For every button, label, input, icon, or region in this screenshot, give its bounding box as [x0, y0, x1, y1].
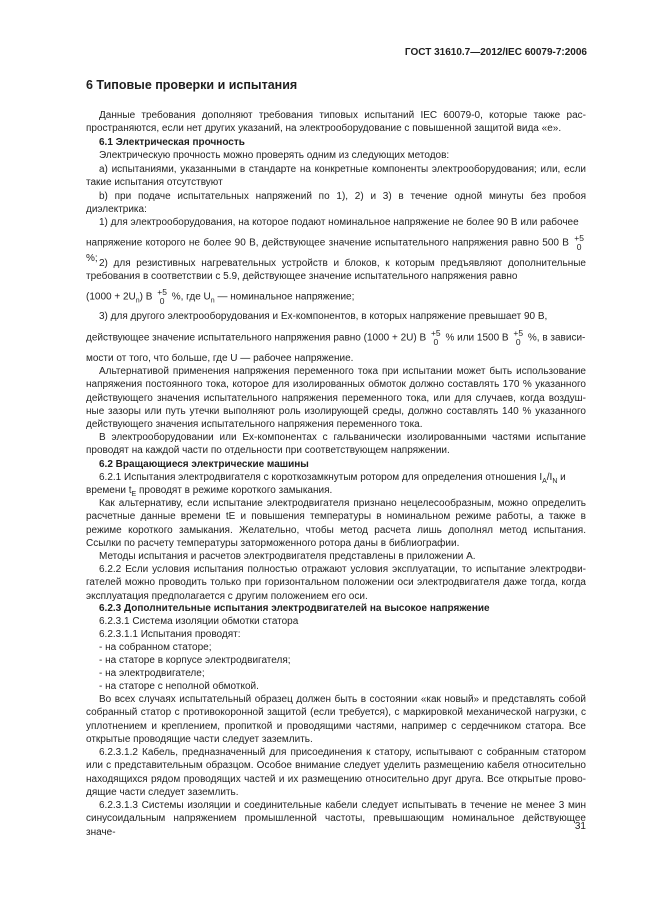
tolerance-lower: 0: [159, 296, 165, 306]
text: времени t: [86, 485, 132, 496]
paragraph: 6.2.3.1.2 Кабель, предназначенный для присоединения к статору, испытывают с собранным статором или с представительным образцом. Особое внимание следует уделить размещению кабеля относительно находящихся рядом проводящих частей и их размещению относительно друг друга. Все открытые проводящие части следует заземлить.: [86, 747, 586, 798]
tolerance-upper: +5: [513, 328, 524, 338]
list-item: - на статоре в корпусе электродвигателя;: [99, 655, 291, 666]
list-item: - на собранном статоре;: [99, 642, 212, 653]
document-header: ГОСТ 31610.7—2012/IEC 60079-7:2006: [404, 47, 587, 58]
text: и: [557, 472, 566, 483]
tolerance-upper: +5: [574, 233, 584, 243]
paragraph: 2) для резистивных нагревательных устройств и блоков, к которым предъявляют дополнительные требования в соответствии с 5.9, действующее значение испытательного напряжения равно: [86, 258, 586, 283]
subscript: n: [135, 297, 140, 305]
section-title: 6 Типовые проверки и испытания: [86, 78, 298, 92]
tolerance-upper: +5: [157, 287, 167, 297]
paragraph: 3) для другого электрооборудования и Ex-компонентов, в которых напряжение превышает 90 В,: [99, 311, 548, 322]
paragraph-6-2-2: 6.2.2 Если условия испытания полностью отражают условия эксплуатации, то испытание электродвигателей можно проводить только при горизонтальном положении оси электродвигателя даже тогда, когда эксплуатация предполагается с другим положением его оси.: [86, 564, 586, 602]
text: — номинальное напряжение;: [217, 291, 355, 303]
text: %, где U: [171, 291, 211, 303]
tolerance: [431, 329, 441, 347]
tolerance-upper: +5: [430, 328, 441, 338]
paragraph: 6.2.3.1.1 Испытания проводят:: [99, 629, 241, 640]
tolerance-lower: 0: [433, 337, 439, 347]
text: ) В: [139, 291, 153, 303]
paragraph: 6.2.3.1.3 Системы изоляции и соединительные кабели следует испытывать в течение не менее 3 мин синусоидальным напряжением промышленной частоты, превышающим номинальное действующее значе-: [86, 800, 586, 838]
formula-line: [86, 329, 586, 347]
subscript: N: [552, 478, 558, 485]
paragraph: b) при подаче испытательных напряжений по 1), 2) и 3) в течение одной минуты без пробоя диэлектрика:: [86, 191, 586, 216]
paragraph: 6.2.3.1 Система изоляции обмотки статора: [99, 616, 299, 627]
tolerance: [513, 329, 523, 347]
paragraph: Во всех случаях испытательный образец должен быть в состоянии «как новый» и представлять собой собранный статор с противокоронной защитой (если требуется), с маркировкой механической нагрузки, с уплотнением и креплением, пропиткой и проводящими частями, например с сердечником статора. Все открытые проводящие части следует заземлить.: [86, 694, 586, 745]
paragraph: Методы испытания и расчетов электродвигателя представлены в приложении А.: [99, 551, 476, 562]
paragraph: 1) для электрооборудования, на которое подают номинальное напряжение не более 90 В или рабочее: [99, 217, 579, 228]
paragraph: Как альтернативу, если испытание электродвигателя признано нецелесообразным, можно определить расчетные данные времени tE и повышения температуры в номинальном режиме работы, а также в режиме короткого замыкания. Желательно, чтобы метод расчета лишь дополнял метод испытания. Ссылки по расчету температуры заторможенного ротора даны в библиографии.: [86, 498, 586, 549]
tolerance: [574, 234, 584, 252]
tolerance-lower: 0: [515, 337, 521, 347]
subsection-6-2-3-title: 6.2.3 Дополнительные испытания электродвигателей на высокое напряжение: [99, 603, 490, 614]
intro-paragraph: Данные требования дополняют требования типовых испытаний IEC 60079-0, которые также распространяются, если нет других указаний, на электрооборудование с повышенной защитой вида «е».: [86, 110, 586, 135]
paragraph: Электрическую прочность можно проверять одним из следующих методов:: [99, 150, 450, 161]
paragraph: мости от того, что больше, где U — рабочее напряжение.: [86, 353, 354, 364]
text: проводят в режиме короткого замыкания.: [136, 485, 333, 496]
formula-line: [86, 288, 586, 308]
list-item: - на электродвигателе;: [99, 668, 205, 679]
paragraph: В электрооборудовании или Ex-компонентах с гальванически изолированными частями испытание проводят на каждой части по отдельности при соответствующем напряжении.: [86, 432, 586, 457]
text: % или 1500 В: [445, 332, 509, 344]
subscript: E: [131, 491, 137, 498]
tolerance: [157, 288, 167, 306]
text: (1000 + 2U: [86, 291, 136, 303]
text: /I: [546, 472, 553, 483]
text: напряжение которого не более 90 В, действующее значение испытательного напряжения равно 500 В: [86, 237, 569, 249]
text: %, в зависи-: [527, 332, 586, 344]
tolerance-lower: 0: [576, 242, 582, 252]
list-item: - на статоре с неполной обмоткой.: [99, 681, 259, 692]
subscript: n: [210, 297, 215, 305]
text: действующее значение испытательного напряжения равно (1000 + 2U) В: [86, 332, 427, 344]
subscript: A: [542, 478, 547, 485]
subsection-6-1-title: 6.1 Электрическая прочность: [99, 137, 245, 148]
subsection-6-2-title: 6.2 Вращающиеся электрические машины: [99, 459, 309, 470]
paragraph: Альтернативой применения напряжения переменного тока при испытании может быть использование напряжения постоянного тока, которое для изолированных обмоток должно составлять 170 % указанного действующего значения испытательного напряжения переменного тока, или для случаев, когда воздушные зазоры или путь утечки выполняют роль изолирующей среды, должно составлять 140 % указанного действующего значения испытательного напряжения переменного тока.: [86, 366, 586, 431]
page-number: 31: [574, 821, 586, 832]
paragraph: а) испытаниями, указанными в стандарте на конкретные компоненты электрооборудования; или, если такие испытания отсутствуют: [86, 164, 586, 189]
text: 6.2.1 Испытания электродвигателя с короткозамкнутым ротором для определения отношения I: [99, 472, 543, 483]
text: %;: [86, 253, 98, 264]
